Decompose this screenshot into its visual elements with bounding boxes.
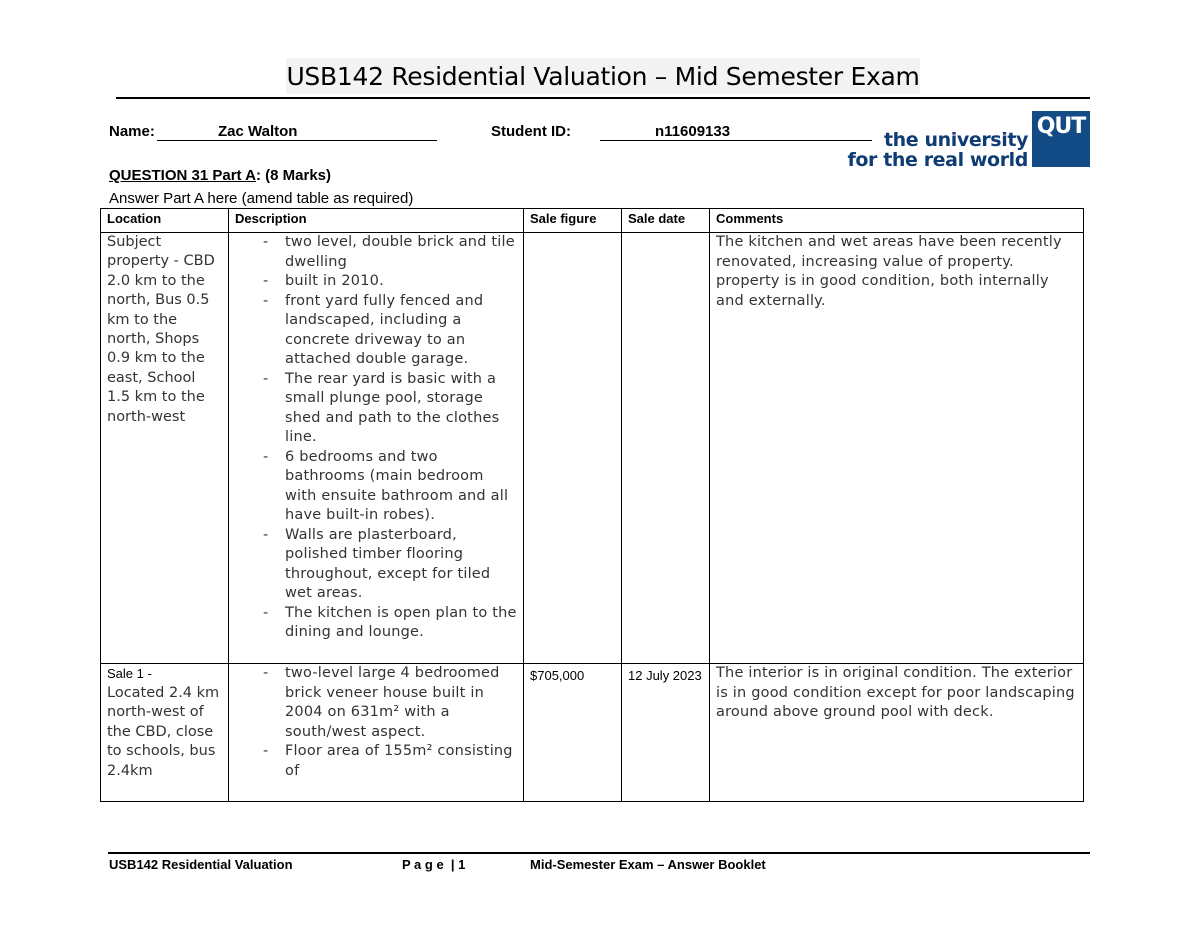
header-sale-figure: Sale figure <box>524 209 622 233</box>
description-list <box>235 664 517 781</box>
qut-logo <box>1032 111 1090 167</box>
table-row <box>101 233 1084 664</box>
table-header-row <box>101 209 1084 233</box>
description-item: - The rear yard is basic with a small plunge pool, storage shed and path to the clothes line. <box>263 370 517 448</box>
title-divider <box>116 97 1090 99</box>
name-value: Zac Walton <box>218 123 298 140</box>
student-id-label: Student ID: <box>491 123 571 140</box>
sale-date-cell <box>622 664 710 802</box>
student-id-underline <box>600 140 872 141</box>
question-heading <box>109 167 331 184</box>
name-label: Name: <box>109 123 155 140</box>
footer-divider <box>108 852 1090 854</box>
description-item: - Walls are plasterboard, polished timber flooring throughout, except for tiled wet areas. <box>263 526 517 604</box>
header-comments: Comments <box>710 209 1084 233</box>
page-label: P a g e | <box>402 857 455 872</box>
comments-cell <box>710 664 1084 802</box>
answer-instruction: Answer Part A here (amend table as required) <box>109 190 414 207</box>
location-cell <box>101 664 229 802</box>
sale-date-value: 12 July 2023 <box>628 668 702 683</box>
description-item: - built in 2010. <box>263 272 517 292</box>
description-item: - Floor area of 155m² consisting of <box>263 742 517 781</box>
description-item: - front yard fully fenced and landscaped, including a concrete driveway to an attached double garage. <box>263 292 517 370</box>
comments-text: The kitchen and wet areas have been recently renovated, increasing value of property. property is in good condition, both internally and externally. <box>716 234 1062 309</box>
footer-right: Mid-Semester Exam – Answer Booklet <box>530 857 766 872</box>
question-heading-underlined: QUESTION 31 Part A <box>109 167 256 184</box>
description-cell <box>229 664 524 802</box>
comments-cell <box>710 233 1084 664</box>
header-description: Description <box>229 209 524 233</box>
description-item: - The kitchen is open plan to the dining and lounge. <box>263 604 517 643</box>
location-prefix: Sale 1 - <box>107 666 152 681</box>
page-number: 1 <box>458 857 466 872</box>
description-cell <box>229 233 524 664</box>
logo-mark: QUT <box>1036 114 1086 139</box>
sale-figure-cell <box>524 233 622 664</box>
sale-figure-value: $705,000 <box>530 668 585 683</box>
question-heading-marks: : (8 Marks) <box>255 167 332 184</box>
description-item: - 6 bedrooms and two bathrooms (main bedroom with ensuite bathroom and all have built-in robes). <box>263 448 517 526</box>
comments-text: The interior is in original condition. The exterior is in good condition except for poor landscaping around above ground pool with deck. <box>716 665 1075 720</box>
table-row <box>101 664 1084 802</box>
comparables-table <box>100 208 1084 802</box>
sale-date-cell <box>622 233 710 664</box>
logo-tagline-2: for the real world <box>847 149 1028 171</box>
student-id-value: n11609133 <box>655 123 731 140</box>
sale-figure-cell <box>524 664 622 802</box>
description-list <box>235 233 517 643</box>
footer-left: USB142 Residential Valuation <box>109 857 293 872</box>
description-item: - two level, double brick and tile dwelling <box>263 233 517 272</box>
location-text: Subject property - CBD 2.0 km to the north, Bus 0.5 km to the north, Shops 0.9 km to the east, School 1.5 km to the north-west <box>107 234 215 425</box>
logo-tagline-1: the university <box>883 129 1028 151</box>
footer-page-label <box>402 857 465 872</box>
header-sale-date: Sale date <box>622 209 710 233</box>
name-underline <box>157 140 437 141</box>
location-cell <box>101 233 229 664</box>
header-location: Location <box>101 209 229 233</box>
location-text: Located 2.4 km north-west of the CBD, close to schools, bus 2.4km <box>107 685 220 779</box>
description-item: - two-level large 4 bedroomed brick veneer house built in 2004 on 631m² with a south/west aspect. <box>263 664 517 742</box>
page-title: USB142 Residential Valuation – Mid Semester Exam <box>286 62 920 91</box>
